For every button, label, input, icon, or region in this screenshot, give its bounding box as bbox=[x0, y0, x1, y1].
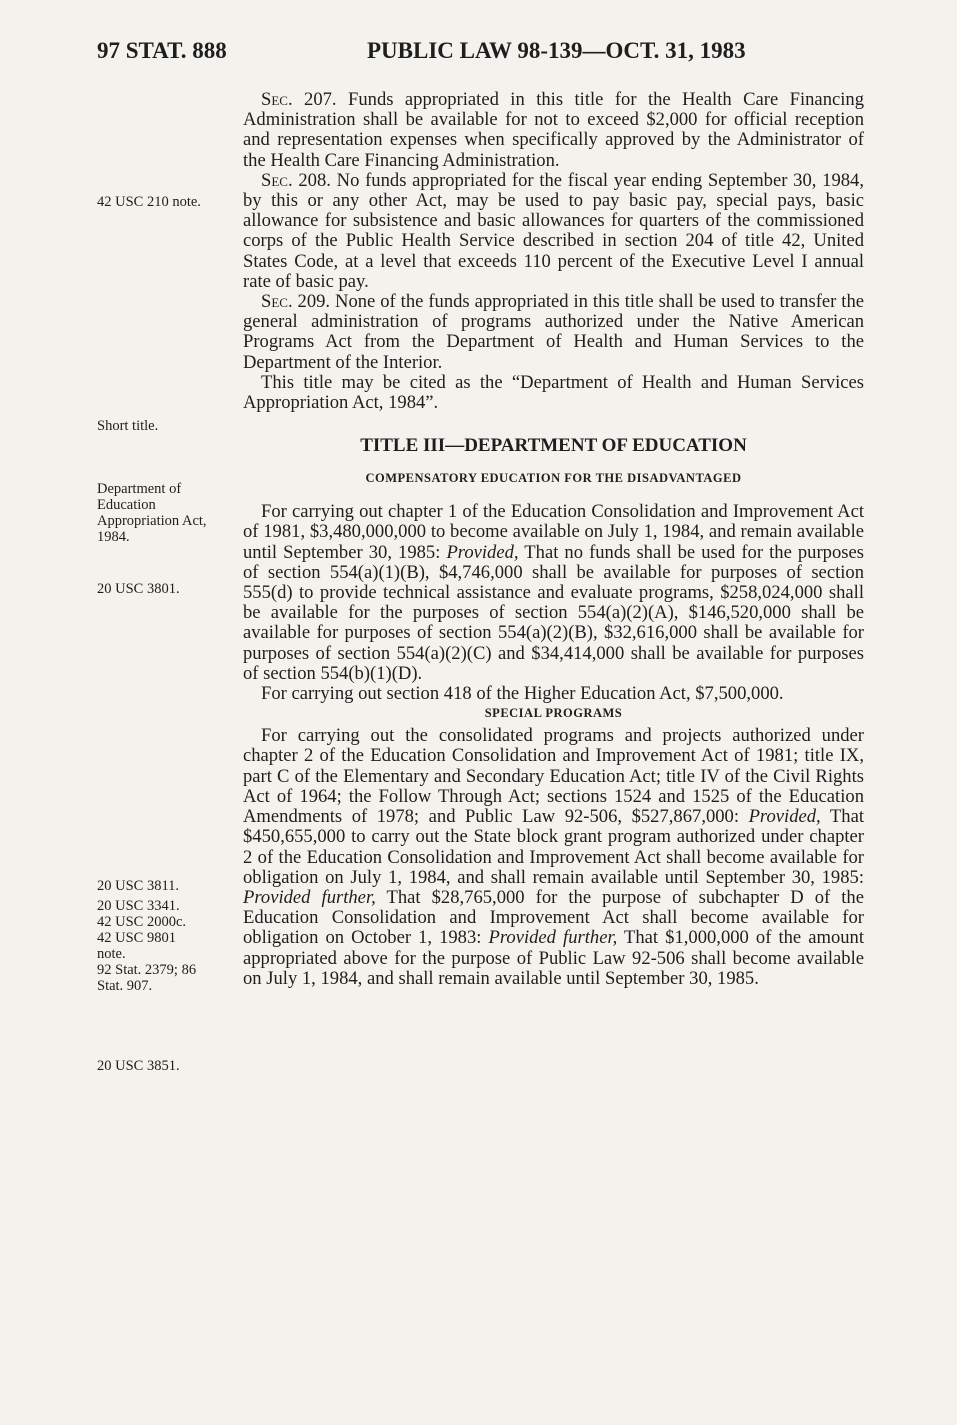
section-label: Sec. 208. bbox=[261, 169, 331, 191]
section-207 bbox=[243, 90, 864, 171]
section-text: None of the funds appropriated in this title shall be used to transfer the general administration of programs authorized under the Native American Programs Act from the Department of Health and Human Services to the Department of the Interior. bbox=[243, 291, 864, 373]
margin-note: Department of Education Appropriation Act, 1984. bbox=[97, 481, 207, 545]
margin-note: 92 Stat. 2379; 86 Stat. 907. bbox=[97, 962, 197, 994]
subheading-compensatory: COMPENSATORY EDUCATION FOR THE DISADVANTAGED bbox=[365, 471, 742, 486]
running-title: PUBLIC LAW 98-139—OCT. 31, 1983 bbox=[367, 38, 746, 63]
margin-note: 20 USC 3801. bbox=[97, 581, 180, 597]
margin-note: 20 USC 3341. bbox=[97, 898, 180, 914]
margin-note: 42 USC 210 note. bbox=[97, 194, 201, 210]
section-label: Sec. 209. bbox=[261, 291, 331, 313]
margin-note: 20 USC 3811. bbox=[97, 878, 180, 894]
page-header bbox=[0, 38, 957, 72]
section-209 bbox=[243, 292, 864, 373]
special-programs-paragraph: For carrying out the consolidated programs and projects authorized under chapter 2 of the Education Consolidation and Improvement Act of 1981; title IX, part C of the Elementary and Secondary Education Act; title IV of the Civil Rights Act of 1964; the Follow Through Act; sections 1524 and 1525 of the Education Amendments of 1978; and Public Law 92-506, $527,867,000: Provided, That $450,655,000 to carry out the State block grant program authorized under chapter 2 of the Education Consolidation and Improvement Act shall become available for obligation on July 1, 1984, and shall remain available until September 30, 1985: Provided further, That $28,765,000 for the purpose of subchapter D of the Education Consolidation and Improvement Act shall become available for obligation on October 1, 1983: Provided further, That $1,000,000 of the amount appropriated above for the purpose of Public Law 92-506 shall become available on July 1, 1984, and shall remain available until September 30, 1985. bbox=[243, 725, 865, 989]
section-text: Funds appropriated in this title for the Health Care Financing Administration shall be available for not to exceed $2,000 for official reception and representation expenses when specifically approved by the Administrator of the Health Care Financing Administration. bbox=[243, 89, 864, 171]
subheading-special-programs: SPECIAL PROGRAMS bbox=[484, 706, 623, 721]
statute-page-number: 97 STAT. 888 bbox=[97, 38, 227, 63]
higher-education-paragraph: For carrying out section 418 of the Higher Education Act, $7,500,000. bbox=[261, 683, 784, 705]
main-text bbox=[243, 90, 864, 989]
section-208 bbox=[243, 171, 864, 292]
margin-note: 42 USC 2000c. bbox=[97, 914, 187, 930]
margin-note: Short title. bbox=[97, 418, 159, 434]
section-label: Sec. 207. bbox=[261, 89, 337, 110]
section-text: No funds appropriated for the fiscal year ending September 30, 1984, by this or any other Act, may be used to pay basic pay, special pays, basic allowance for subsistence and basic allowances for quarters of the commissioned corps of the Public Health Service described in section 204 of title 42, United States Code, at a level that exceeds 110 percent of the Executive Level I annual rate of basic pay. bbox=[243, 169, 864, 292]
margin-note: 20 USC 3851. bbox=[97, 1058, 180, 1074]
short-title-paragraph: This title may be cited as the “Department of Health and Human Services Appropriation Act, 1984”. bbox=[243, 371, 864, 414]
compensatory-paragraph: For carrying out chapter 1 of the Education Consolidation and Improvement Act of 1981, $3,480,000,000 to become available on July 1, 1984, and remain available until September 30, 1985: Provided, That no funds shall be used for the purposes of section 554(a)(1)(B), $4,746,000 shall be available for purposes of section 555(d) to provide technical assistance and evaluate programs, $258,024,000 shall be available for the purposes of section 554(a)(2)(A), $146,520,000 shall be available for purposes of section 554(a)(2)(B), $32,616,000 shall be available for purposes of section 554(a)(2)(C) and $34,414,000 shall be available for purposes of section 554(b)(1)(D). bbox=[243, 501, 864, 684]
margin-note: 42 USC 9801 note. bbox=[97, 930, 176, 962]
title-iii-heading: TITLE III—DEPARTMENT OF EDUCATION bbox=[360, 435, 747, 457]
